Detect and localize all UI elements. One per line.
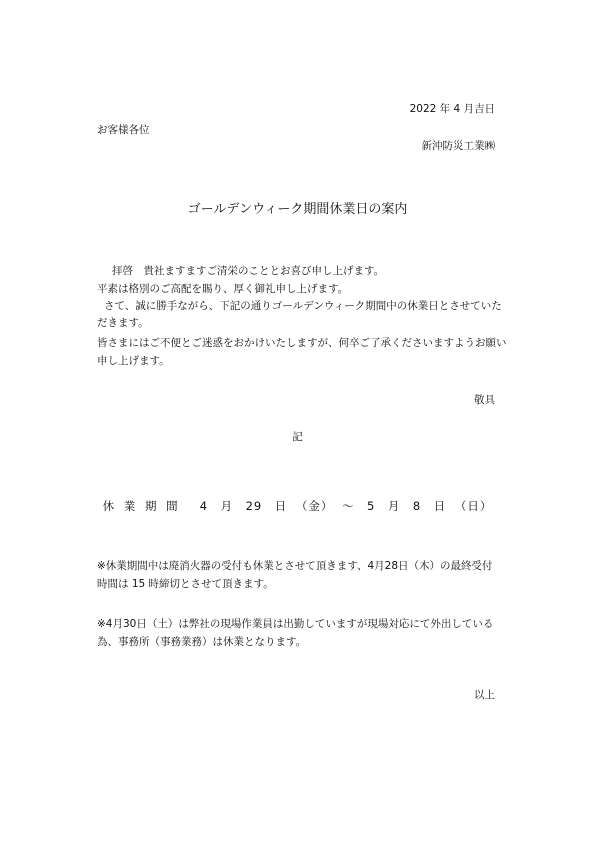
body-line: だきます。	[97, 317, 149, 329]
body-line: 皆さまにはご不便とご迷惑をおかけいたしますが、何卒ご了承くださいますようお願い	[97, 337, 507, 349]
body-line: 申し上げます。	[97, 355, 170, 367]
note-line: ※4月30日（土）は弊社の現場作業員は出勤していますが現場対応にて外出している	[97, 618, 494, 630]
body-line: 拝啓 貴社ますますご清栄のこととお喜び申し上げます。	[112, 265, 385, 277]
body-line: さて、誠に勝手ながら、下記の通りゴールデンウィーク期間中の休業日とさせていた	[104, 300, 502, 312]
ki-mark: 記	[292, 431, 303, 443]
note-line: ※休業期間中は廃消火器の受付も休業とさせて頂きます、4月28日（木）の最終受付	[97, 560, 493, 572]
closing-salutation: 敬具	[474, 394, 495, 406]
end-mark: 以上	[474, 689, 495, 701]
holiday-period: 休 業 期 間 4 月 29 日 （金） ～ 5 月 8 日 （日）	[102, 499, 493, 513]
document-title: ゴールデンウィーク期間休業日の案内	[187, 202, 408, 217]
body-line: 平素は格別のご高配を賜り、厚く御礼申し上げます。	[97, 283, 349, 295]
note-line: 時間は 15 時締切とさせて頂きます。	[97, 578, 274, 590]
sender-company: 新沖防災工業㈱	[421, 140, 495, 152]
document-date: 2022 年 4 月吉日	[409, 103, 495, 115]
recipient: お客様各位	[97, 124, 150, 136]
note-line: 為、事務所（事務業務）は休業となります。	[97, 636, 307, 648]
